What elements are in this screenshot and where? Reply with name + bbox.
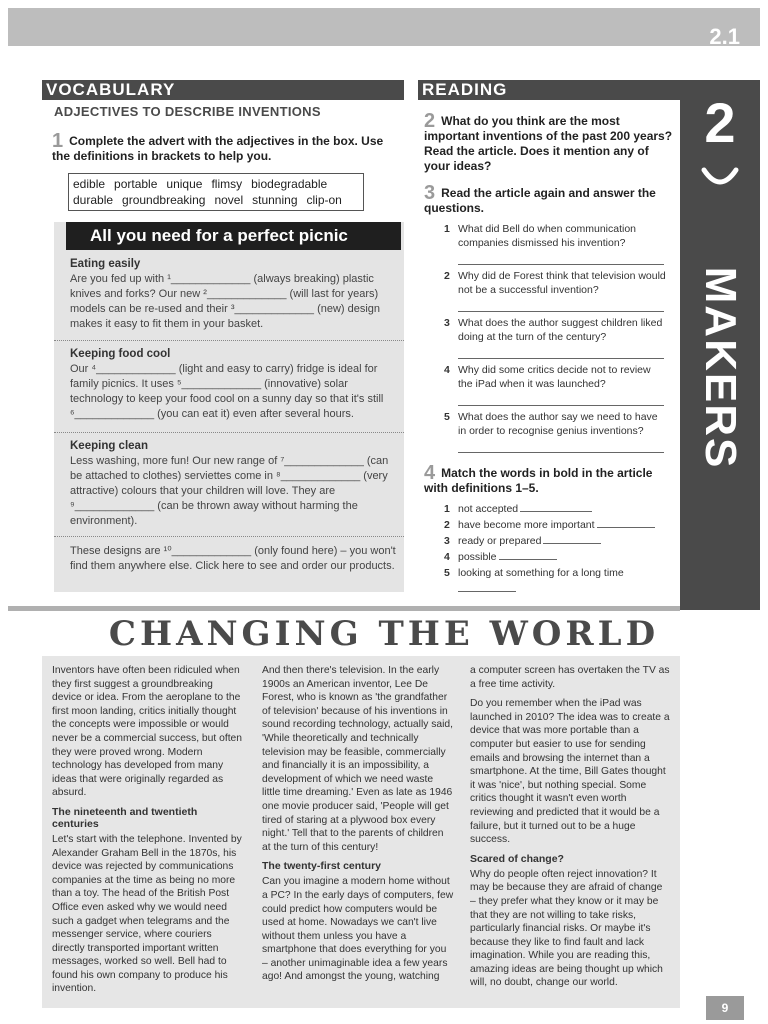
definition-item (444, 550, 669, 566)
word: unique (166, 177, 203, 191)
divider (54, 536, 404, 537)
question-text: What did Bell do when communication companies dismissed his invention? (458, 223, 637, 249)
divider (54, 432, 404, 433)
task-text: Match the words in bold in the article with definitions 1–5. (424, 466, 653, 495)
section-text: Less washing, more fun! Our new range of ⁷_____________ (can be attached to clothes) serviettes come in ⁸_____________ (very attractive) colours that your children will love. They are ⁹_____________ (can be thrown away without harming the environment). (70, 455, 389, 527)
top-bar (8, 8, 760, 46)
answer-line[interactable] (458, 452, 664, 453)
definition-item (444, 502, 669, 518)
definition-text: have become more important (458, 519, 595, 531)
question-number: 3 (444, 317, 450, 329)
word: flimsy (211, 177, 243, 191)
section-rule (8, 606, 680, 611)
article-column-3 (470, 664, 670, 996)
article-column-1 (52, 664, 244, 1002)
article-paragraph: Inventors have often been ridiculed when they first suggest a groundbreaking device or idea. From the aeroplane to the first moon landing, critics initially thought the concepts were impossible or would never be a commercial success, but often they were proved wrong. Modern technology has developed from many ideas that were originally regarded as absurd. (52, 665, 243, 799)
article-column-2 (262, 664, 454, 990)
question-text: What does the author suggest children liked doing at the turn of the century? (458, 317, 663, 343)
task-number: 3 (424, 182, 436, 204)
task-text: Complete the advert with the adjectives in the box. Use the definitions in brackets to help you. (52, 134, 384, 163)
question-number: 4 (444, 364, 450, 376)
side-unit-number: 2 (704, 91, 736, 154)
answer-line[interactable] (458, 358, 664, 359)
task-text: Read the article again and answer the questions. (424, 186, 656, 215)
word: clip-on (306, 193, 342, 207)
question-number: 2 (444, 270, 450, 282)
definition-text: possible (458, 551, 497, 563)
definition-number: 2 (444, 519, 450, 531)
advert-section (70, 440, 396, 529)
task-number: 2 (424, 110, 436, 132)
answer-line[interactable] (543, 543, 601, 544)
definition-item (444, 566, 669, 582)
answer-line[interactable] (458, 591, 516, 592)
article-subheading: The nineteenth and twentieth centuries (52, 805, 198, 830)
section-heading: Keeping food cool (70, 348, 171, 360)
answer-line[interactable] (458, 264, 664, 265)
task-text: What do you think are the most important inventions of the past 200 years? Read the article. Does it mention any of your ideas? (424, 114, 673, 173)
definition-number: 3 (444, 535, 450, 547)
question-text: What does the author say we need to have in order to recognise genius inventions? (458, 411, 658, 437)
section-heading: Keeping clean (70, 440, 148, 452)
unit-side-band (680, 80, 760, 610)
answer-line[interactable] (520, 511, 592, 512)
task-number: 4 (424, 462, 436, 484)
definition-number: 5 (444, 567, 450, 579)
word-box-row (73, 192, 359, 208)
task-4 (424, 462, 674, 496)
unit-label: 2.1 (709, 24, 740, 49)
advert-section (70, 258, 396, 332)
question-text: Why did de Forest think that television would not be a successful invention? (458, 270, 666, 296)
task-2 (424, 110, 674, 174)
task-number: 1 (52, 130, 64, 152)
article-subheading: The twenty-first century (262, 860, 382, 873)
article-subheading: Scared of change? (470, 852, 564, 865)
definition-text: looking at something for a long time (458, 567, 624, 579)
page-number: 9 (706, 996, 744, 1020)
article-body (42, 656, 680, 1008)
reading-heading: READING (418, 80, 680, 100)
swoosh-icon (700, 164, 740, 194)
task-1 (52, 130, 402, 164)
article-paragraph: Why do people often reject innovation? It may be because they are afraid of change – they prefer what they know or it may be that they are not willing to take risks, particularly financial risks. Or maybe it's because they like to find fault and lack imagination. While you are reading this, amazing ideas are being thought up which will, no doubt, change our world. (470, 868, 663, 989)
question-number: 1 (444, 223, 450, 235)
word: stunning (252, 193, 298, 207)
definition-number: 1 (444, 503, 450, 515)
divider (54, 340, 404, 341)
word: portable (114, 177, 158, 191)
advert-title: All you need for a perfect picnic (66, 222, 401, 250)
section-text: Are you fed up with ¹_____________ (always breaking) plastic knives and forks? Our new ²_____________ (will last for years) models can be re-used and their ³_____________ (new) design makes it easy to fit them in your basket. (70, 273, 381, 330)
definition-item (444, 518, 669, 534)
definition-number: 4 (444, 551, 450, 563)
question-number: 5 (444, 411, 450, 423)
answer-line[interactable] (597, 527, 655, 528)
article-paragraph: a computer screen has overtaken the TV as a free time activity. (470, 665, 670, 690)
word-box-row (73, 176, 359, 192)
definition-text: ready or prepared (458, 535, 542, 547)
definition-item (444, 534, 669, 550)
word: novel (214, 193, 244, 207)
article-paragraph: Let's start with the telephone. Invented by Alexander Graham Bell in the 1870s, his device was rejected by communications companies at the time as being no more than a toy. The head of the British Post Office even asked why we would need such a gadget when telegrams and the messenger service, where couriers directly transported important written messages, worked so well. Bell had to found his own company to produce his invention. (52, 833, 242, 995)
task-3 (424, 182, 674, 216)
answer-line[interactable] (499, 559, 557, 560)
section-text: These designs are ¹⁰_____________ (only found here) – you won't find them anywhere else. Click here to see and order our products. (70, 545, 396, 572)
vocabulary-subheading: ADJECTIVES TO DESCRIBE INVENTIONS (54, 104, 321, 119)
word-box (68, 173, 364, 211)
article-title: CHANGING THE WORLD (108, 614, 660, 654)
definition-item (444, 582, 669, 598)
answer-line[interactable] (458, 405, 664, 406)
advert-section (70, 544, 396, 574)
side-unit-title: MAKERS (696, 266, 745, 470)
advert-section (70, 348, 396, 422)
picnic-advert (54, 222, 404, 592)
question-text: Why did some critics decide not to review the iPad when it was launched? (458, 364, 651, 390)
vocabulary-heading: VOCABULARY (42, 80, 404, 100)
word: edible (73, 177, 106, 191)
article-paragraph: Do you remember when the iPad was launched in 2010? The idea was to create a device that was more portable than a computer but easier to use for sending emails and browsing the internet than a smartphone. At the time, Bill Gates thought it was 'nice', but nothing special. Some critics thought it wasn't even worth reviewing and predicted that it would be a failure, but it turned out to be a huge success. (470, 698, 670, 846)
article-paragraph: And then there's television. In the early 1900s an American inventor, Lee De Forest, who is known as 'the grandfather of television' because of his inventions in sound recording technology, actually said, 'While theoretically and technically television may be feasible, commercially and financially it is an impossibility, a development of which we need waste little time dreaming.' Even as late as 1946 one movie producer said, 'People will get tired of staring at a plywood box every night.' Tell that to the parents of children at the turn of this century! (262, 665, 453, 853)
section-heading: Eating easily (70, 258, 141, 270)
word: biodegradable (251, 177, 328, 191)
word: durable (73, 193, 114, 207)
word: groundbreaking (122, 193, 206, 207)
definition-text: not accepted (458, 503, 519, 515)
answer-line[interactable] (458, 311, 664, 312)
article-paragraph: Can you imagine a modern home without a PC? In the early days of computers, few could predict how computers would be used at home. Nowadays we can't live without them unless you have a smartphone that does everything for you – another unimaginable idea a few years ago! And amongst the young, watching (262, 876, 454, 983)
section-text: Our ⁴_____________ (light and easy to carry) fridge is ideal for family picnics. It uses ⁵_____________ (innovative) solar technology to keep your food cool on a sunny day so that it's still ⁶_____________ (you can eat it) even after several hours. (70, 363, 384, 420)
